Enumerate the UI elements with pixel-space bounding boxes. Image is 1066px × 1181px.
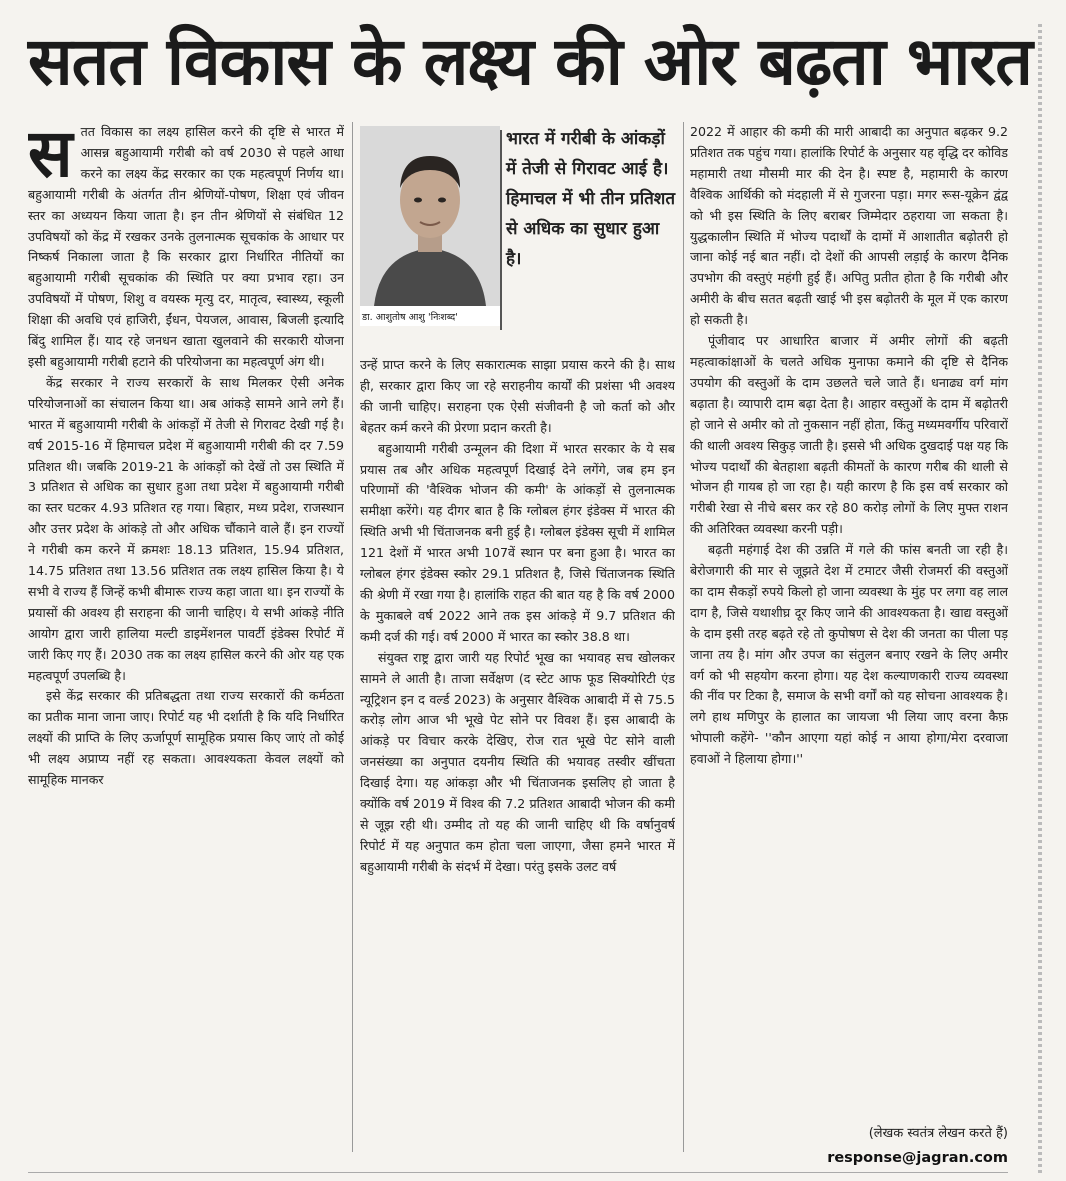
author-photo-box	[360, 126, 500, 326]
author-byline: (लेखक स्वतंत्र लेखन करते हैं)	[868, 1126, 1008, 1141]
paragraph-5: बहुआयामी गरीबी उन्मूलन की दिशा में भारत सरकार के ये सब प्रयास तब और अधिक महत्वपूर्ण दिखाई देने लगेंगे, जब हम इन परिणामों की 'वैश्विक भोजन की कमी' के आंकड़ों से तुलनात्मक समीक्षा करेंगे। यह दीगर बात है कि ग्लोबल हंगर इंडेक्स में भारत की स्थिति अभी भी चिंताजनक बनी हुई है। ग्लोबल इंडेक्स सूची में शामिल 121 देशों में भारत अभी 107वें स्थान पर बना हुआ है। भारत का ग्लोबल हंगर इंडेक्स स्कोर 29.1 प्रतिशत है, जिसे चिंताजनक स्थिति की श्रेणी में रखा गया है। हालांकि राहत की बात यह है कि वर्ष 2000 के मुकाबले वर्ष 2022 आने तक इस आंकड़े में 9.7 प्रतिशत की कमी दर्ज की गई। वर्ष 2000 में भारत का स्कोर 38.8 था।	[360, 440, 675, 644]
column-divider	[683, 122, 684, 1152]
paragraph-8: पूंजीवाद पर आधारित बाजार में अमीर लोगों की बढ़ती महत्वाकांक्षाओं के चलते अधिक मुनाफा कमाने की दृष्टि से दैनिक उपयोग की वस्तुओं के दाम उछलते चले जाते हैं। धनाढ्य वर्ग मांग बढ़ाता है। व्यापारी दाम बढ़ा देता है। आहार वस्तुओं के दाम में बढ़ोतरी हो जाने से अमीर को तो नुकसान नहीं होता, किंतु मध्यमवर्गीय परिवारों की थाली अवश्य सिकुड़ जाती है। इससे भी अधिक दुखदाई पक्ष यह कि भोज्य पदार्थों की बेतहाशा बढ़ती कीमतों के कारण गरीब की थाली से भोजन ही गायब हो जा रहा है। यही कारण है कि इस वर्ष सरकार को गरीबी रेखा से नीचे बसर कर रहे 80 करोड़ लोगों के लिए मुफ्त राशन की अतिरिक्त व्यवस्था करनी पड़ी।	[690, 333, 1008, 537]
paragraph-9: बढ़ती महंगाई देश की उन्नति में गले की फांस बनती जा रही है। बेरोजगारी की मार से जूझते देश में टमाटर जैसी रोजमर्रा की वस्तुओं का दाम सैकड़ों रुपये किलो हो जाना व्यवस्था के मुंह पर लगा वह लाल दाग है, जिसे यथाशीघ्र दूर किए जाने की आवश्यकता है। खाद्य वस्तुओं के दाम इसी तरह बढ़ते रहे तो कुपोषण से देश की जनता का पीला पड़ जाना तय है। मांग और उपज का संतुलन बनाए रखने के लिए अमीर वर्ग को भी सहयोग करना होगा। यह देश कल्याणकारी राज्य व्यवस्था की नींव पर टिका है, समाज के सभी वर्गों को यह सोचना आवश्यक है। लगे हाथ मणिपुर के हालात का जायजा भी लिया जाए वरना कैफ़ भोपाली कहेंगे- ''कौन आएगा यहां कोई न आया होगा/मेरा दरवाजा हवाओं ने हिलाया होगा।''	[690, 542, 1008, 767]
page-edge-rule	[1038, 24, 1042, 1174]
pull-quote-bar	[500, 130, 502, 330]
drop-cap: स	[28, 122, 73, 192]
column-divider	[352, 122, 353, 1152]
paragraph-3: इसे केंद्र सरकार की प्रतिबद्धता तथा राज्य सरकारों की कर्मठता का प्रतीक माना जाना जाए। रिपोर्ट यह भी दर्शाती है कि यदि निर्धारित लक्ष्यों की प्राप्ति के लिए ऊर्जापूर्ण सामूहिक प्रयास किए जाएं तो कोई भी लक्ष्य अप्राप्य नहीं रह सकता। आवश्यकता केवल लक्ष्यों को सामूहिक मानकर	[28, 688, 344, 788]
author-photo	[360, 126, 500, 306]
article-column-3	[690, 122, 1008, 1162]
bottom-rule	[28, 1172, 1008, 1173]
paragraph-6: संयुक्त राष्ट्र द्वारा जारी यह रिपोर्ट भूख का भयावह सच खोलकर सामने ले आती है। ताजा सर्वेक्षण (द स्टेट आफ फूड सिक्योरिटी एंड न्यूट्रिशन इन द वर्ल्ड 2023) के अनुसार वैश्विक आबादी में से 75.5 करोड़ लोग आज भी भूखे पेट सोने पर विवश हैं। इस आबादी के आंकड़े पर विचार करके देखिए, रोज रात भूखे पेट सोने वाली जनसंख्या का अनुपात दयनीय स्थिति की भयावह तस्वीर खींचता दिखाई देगा। यह आंकड़ा और भी चिंताजनक इसलिए हो जाता है क्योंकि वर्ष 2019 में विश्व की 7.2 प्रतिशत आबादी भोजन की कमी से जूझ रही थी। उम्मीद तो यह की जानी चाहिए थी कि वर्षानुवर्ष रिपोर्ट में यह अनुपात कम होता चला जाएगा, जैसा हमने भारत में बहुआयामी गरीबी के संदर्भ में देखा। परंतु इसके उलट वर्ष	[360, 649, 675, 874]
paragraph-2: केंद्र सरकार ने राज्य सरकारों के साथ मिलकर ऐसी अनेक परियोजनाओं का संचालन किया था। अब आंकड़े सामने आने लगे हैं। भारत में बहुआयामी गरीबी के आंकड़ों में तेजी से गिरावट देखी गई है। वर्ष 2015-16 में हिमाचल प्रदेश में बहुआयामी गरीबी की दर 7.59 प्रतिशत थी। जबकि 2019-21 के आंकड़ों को देखें तो उस स्थिति में 3 प्रतिशत से अधिक का सुधार हुआ तथा प्रदेश में बहुआयामी गरीबी का स्तर घटकर 4.93 प्रतिशत रह गया। बिहार, मध्य प्रदेश, राजस्थान और उत्तर प्रदेश के आंकड़े तो और अधिक चौंकाने वाले हैं। इन राज्यों ने गरीबी कम करने में क्रमशः 18.13 प्रतिशत, 15.94 प्रतिशत, 14.75 प्रतिशत तथा 13.56 प्रतिशत तक लक्ष्य हासिल किया है। ये सभी वे राज्य हैं जिन्हें कभी बीमारू राज्य कहा जाता था। इन राज्यों के प्रयासों की अवश्य ही सराहना की जानी चाहिए। ये सभी आंकड़े नीति आयोग द्वारा जारी हालिया मल्टी डाइमेंशनल पावर्टी इंडेक्स रिपोर्ट में जारी किए गए हैं। 2030 तक का लक्ष्य हासिल करने की ओर यह एक महत्वपूर्ण उपलब्धि है।	[28, 374, 344, 683]
article-headline: सतत विकास के लक्ष्य की ओर बढ़ता भारत	[28, 23, 1032, 100]
photo-caption: डा. आशुतोष आशु 'निःशब्द'	[362, 312, 458, 323]
paragraph-1	[28, 122, 344, 373]
article-column-2	[360, 355, 675, 1155]
response-email[interactable]: response@jagran.com	[827, 1150, 1008, 1166]
paragraph-7: 2022 में आहार की कमी की मारी आबादी का अनुपात बढ़कर 9.2 प्रतिशत तक पहुंच गया। हालांकि रिपोर्ट के अनुसार यह वृद्धि दर कोविड महामारी तथा मौसमी मार की देन है। स्पष्ट है, महामारी के कारण वैश्विक आर्थिकी को मंदहाली में से गुजरना पड़ा। मगर रूस-यूक्रेन द्वंद्व को भी इस स्थिति के लिए बराबर जिम्मेदार ठहराया जा सकता है। युद्धकालीन स्थिति में भोज्य पदार्थों के दामों में आशातीत बढ़ोतरी हो जाना कोई नई बात नहीं। दो देशों की आपसी लड़ाई के कारण दैनिक उपभोग की वस्तुएं महंगी हुई हैं। अपितु प्रतीत होता है कि गरीबी और अमीरी के बीच सतत बढ़ती खाई भी इस बढ़ोतरी के मूल में एक कारण हो सकती है।	[690, 124, 1008, 328]
pull-quote: भारत में गरीबी के आंकड़ों में तेजी से गिरावट आई है। हिमाचल में भी तीन प्रतिशत से अधिक का सुधार हुआ है।	[506, 129, 676, 269]
article-column-1	[28, 122, 344, 1162]
paragraph-4: उन्हें प्राप्त करने के लिए सकारात्मक साझा प्रयास करने की है। साथ ही, सरकार द्वारा किए जा रहे सराहनीय कार्यों की प्रशंसा भी अवश्य की जानी चाहिए। सराहना एक ऐसी संजीवनी है जो कर्ता को और बेहतर कर्म करने की प्रेरणा प्रदान करती है।	[360, 357, 675, 435]
author-portrait-illustration	[360, 126, 500, 306]
paragraph-1-text: तत विकास का लक्ष्य हासिल करने की दृष्टि से भारत में आसन्न बहुआयामी गरीबी को वर्ष 2030 से पहले आधा करने का लक्ष्य केंद्र सरकार का एक महत्वपूर्ण निर्णय था। बहुआयामी गरीबी के अंतर्गत तीन श्रेणियों-पोषण, शिक्षा एवं जीवन स्तर का अध्ययन किया जाता है। इन तीन श्रेणियों से संबंधित 12 उपविषयों को केंद्र में रखकर उनके तुलनात्मक सूचकांक के आधार पर निष्कर्ष निकाला जाता है कि सरकार द्वारा निर्धारित नीतियों का बहुआयामी गरीबी सूचकांक की स्थिति पर क्या प्रभाव रहा। उन उपविषयों में पोषण, शिशु व वयस्क मृत्यु दर, मातृत्व, स्वास्थ्य, स्कूली शिक्षा की अवधि एवं हाजिरी, ईंधन, पेयजल, आवास, बिजली इत्यादि बिंदु शामिल हैं। याद रहे जनधन खाता खुलवाने की सरकारी योजना इसी बहुआयामी गरीबी हटाने की परियोजना का महत्वपूर्ण अंग थी।	[28, 124, 344, 369]
